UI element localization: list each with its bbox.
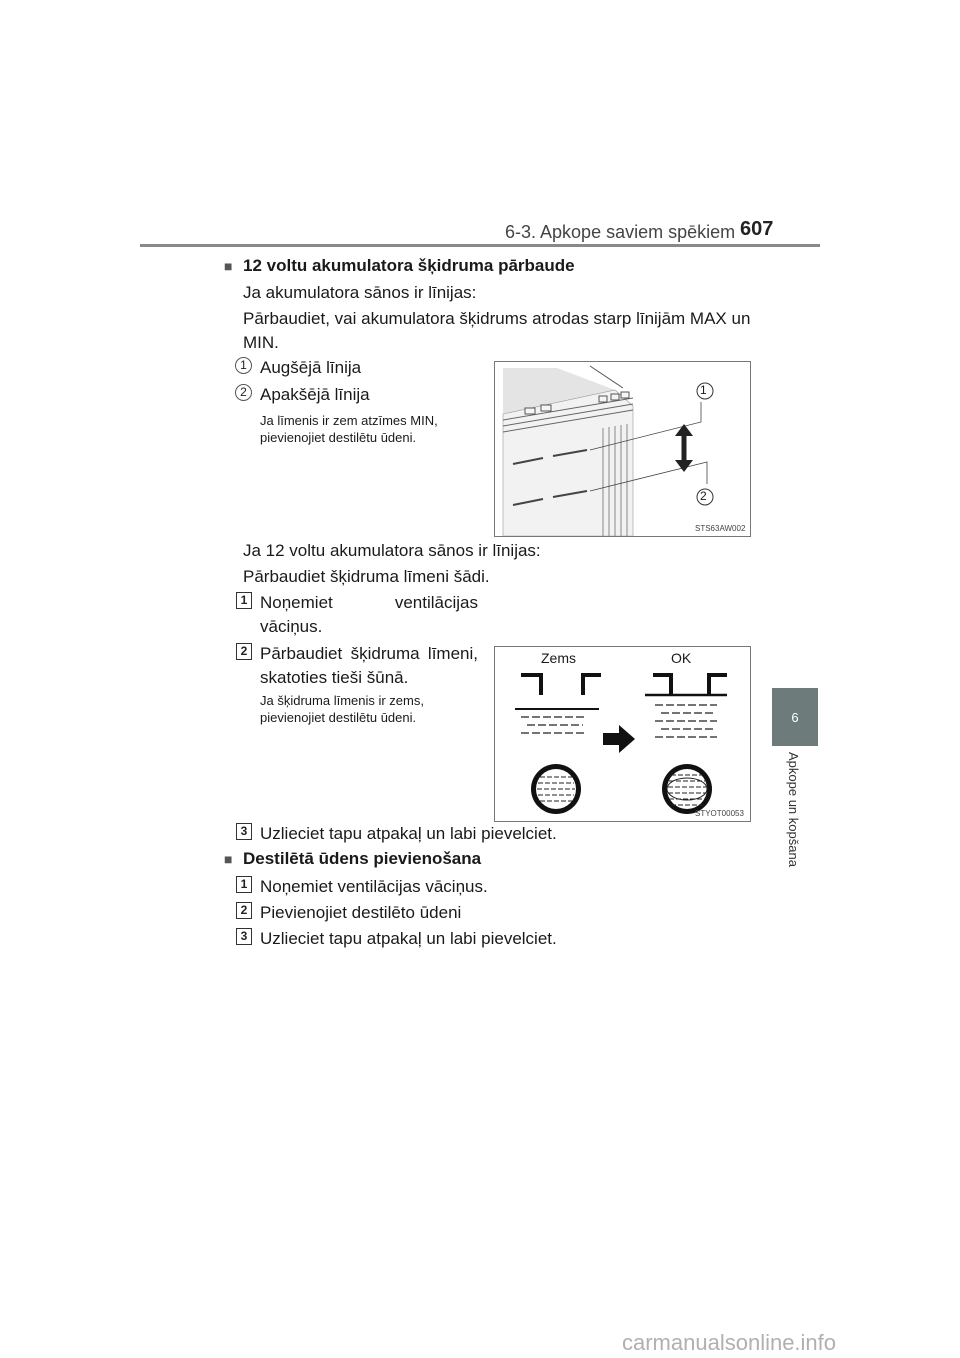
section-heading: 12 voltu akumulatora šķidruma pārbaude — [243, 256, 575, 275]
chapter-tab — [772, 688, 818, 746]
step-text: Uzlieciet tapu atpakaļ un labi pievelciet. — [260, 929, 557, 948]
note-line: pievienojiet destilētu ūdeni. — [260, 710, 417, 725]
figure-code: STYOT00053 — [695, 809, 744, 818]
callout-number-2: 2 — [235, 384, 252, 401]
header-divider — [140, 244, 820, 247]
paragraph: Pārbaudiet, vai akumulatora šķidrums atrodas starp līnijām MAX un — [243, 309, 751, 328]
figure-callout-1: 1 — [700, 383, 707, 397]
section-bullet-icon: ■ — [224, 258, 233, 274]
step-text: Noņemiet ventilācijas vāciņus. — [260, 877, 488, 896]
step-number-2: 2 — [236, 643, 252, 660]
figure-code: STS63AW002 — [695, 524, 746, 533]
note-line: pievienojiet destilētu ūdeni. — [260, 430, 417, 445]
battery-level-figure — [494, 361, 751, 537]
note — [260, 412, 478, 446]
section-heading: Destilētā ūdens pievienošana — [243, 849, 482, 868]
page-number: 607 — [740, 218, 774, 240]
fluid-level-figure — [494, 646, 751, 822]
step-text: vāciņus. — [260, 617, 323, 636]
section-bullet-icon: ■ — [224, 851, 233, 867]
paragraph: Ja akumulatora sānos ir līnijas: — [243, 283, 477, 302]
fluid-illustration — [495, 647, 750, 821]
battery-illustration — [495, 362, 750, 536]
list-item: Augšējā līnija — [260, 358, 362, 377]
step-number-2: 2 — [236, 902, 252, 919]
paragraph: MIN. — [243, 333, 279, 352]
chapter-number: 6 — [791, 709, 799, 725]
note-line: Ja līmenis ir zem atzīmes MIN, — [260, 413, 438, 428]
step-text: Pārbaudiet šķidruma līmeni, — [260, 644, 478, 663]
step-number-1: 1 — [236, 876, 252, 893]
section-title: 6-3. Apkope saviem spēkiem — [505, 222, 736, 242]
step-number-3: 3 — [236, 823, 252, 840]
label-ok: OK — [671, 650, 692, 666]
figure-callout-2: 2 — [700, 489, 707, 503]
step-number-1: 1 — [236, 592, 252, 609]
paragraph: Ja 12 voltu akumulatora sānos ir līnijas: — [243, 541, 541, 560]
step-number-3: 3 — [236, 928, 252, 945]
chapter-label: Apkope un kopšana — [786, 752, 801, 867]
step-text: Noņemiet ventilācijas — [260, 593, 478, 612]
step-text: skatoties tieši šūnā. — [260, 668, 409, 687]
watermark: carmanualsonline.info — [622, 1330, 837, 1355]
step-text: Pievienojiet destilēto ūdeni — [260, 903, 462, 922]
label-low: Zems — [541, 650, 576, 666]
callout-number-1: 1 — [235, 357, 252, 374]
paragraph: Pārbaudiet šķidruma līmeni šādi. — [243, 567, 490, 586]
list-item: Apakšējā līnija — [260, 385, 370, 404]
note — [260, 692, 478, 726]
note-line: Ja šķidruma līmenis ir zems, — [260, 693, 424, 708]
step-text: Uzlieciet tapu atpakaļ un labi pievelciet. — [260, 824, 557, 843]
